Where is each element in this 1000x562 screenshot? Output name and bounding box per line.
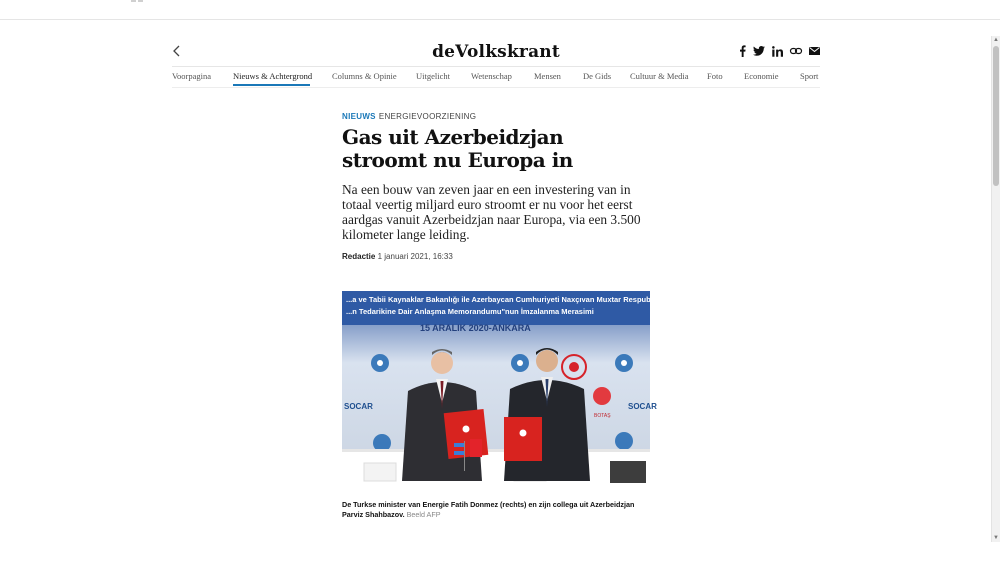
socar-logo-right: SOCAR [628, 402, 657, 411]
mail-icon[interactable] [809, 45, 820, 57]
section-label[interactable]: NIEUWS [342, 112, 376, 121]
article-header [342, 112, 652, 261]
nav-top-divider [172, 66, 820, 67]
site-header [172, 38, 820, 66]
nav-item-voorpagina[interactable]: Voorpagina [172, 71, 212, 81]
article-photo[interactable] [342, 291, 676, 496]
scroll-down-icon[interactable]: ▼ [993, 535, 999, 541]
nav-item-sport[interactable]: Sport [800, 71, 819, 81]
strip-mark [138, 0, 143, 2]
nav-item-uitgelicht[interactable]: Uitgelicht [416, 71, 450, 81]
banner-text-line1: ...a ve Tabii Kaynaklar Bakanlığı ile Azerbaycan Cumhuriyeti Naxçıvan Muxtar Respublikası... [346, 295, 676, 304]
scroll-up-icon[interactable]: ▲ [993, 37, 999, 43]
nav-item-mensen[interactable]: Mensen [534, 71, 561, 81]
photo-credit: Beeld AFP [406, 509, 441, 519]
botas-logo: BOTAŞ [594, 413, 611, 419]
nav-item-columns-opinie[interactable]: Columns & Opinie [332, 71, 397, 81]
caption-text: De Turkse minister van Energie Fatih Donmez (rechts) en zijn collega uit Azerbeidzjan Parviz Shahbazov. [342, 500, 635, 519]
article-headline: Gas uit Azerbeidzjan stroomt nu Europa in [342, 125, 573, 172]
active-tab-indicator [233, 84, 310, 86]
share-icons [739, 45, 820, 57]
banner-text-line2: ...n Tedarikine Dair Anlaşma Memorandumu"nun İmzalanma Merasimi [346, 307, 594, 316]
twitter-icon[interactable] [753, 45, 765, 57]
subsection-label[interactable]: ENERGIEVOORZIENING [378, 112, 477, 121]
browser-top-strip [0, 0, 1000, 20]
site-logo[interactable]: deVolkskrant [432, 42, 560, 62]
socar-logo-left: SOCAR [344, 402, 373, 411]
linkedin-icon[interactable] [772, 45, 783, 57]
scrollbar[interactable] [991, 36, 1000, 542]
author-name[interactable]: Redactie [342, 252, 376, 261]
nav-item-cultuur-media[interactable]: Cultuur & Media [630, 71, 689, 81]
nav-item-economie[interactable]: Economie [744, 71, 779, 81]
publish-date: 1 januari 2021, 16:33 [377, 252, 453, 261]
section-nav [172, 68, 820, 88]
article-lede: Na een bouw van zeven jaar en een investering van in totaal veertig miljard euro stroomt er nu voor het eerst aardgas vanuit Azerbeidzjan naar Europa, via een 3.500 kilometer lange leiding. [342, 182, 641, 242]
nav-item-de-gids[interactable]: De Gids [583, 71, 612, 81]
nav-item-foto[interactable]: Foto [707, 71, 723, 81]
facebook-icon[interactable] [739, 45, 746, 57]
article-kicker [342, 112, 652, 121]
nav-bottom-divider [172, 87, 820, 88]
byline [342, 252, 652, 261]
strip-mark [131, 0, 136, 2]
nav-item-nieuws-achtergrond[interactable]: Nieuws & Achtergrond [233, 71, 313, 81]
scrollbar-thumb[interactable] [993, 46, 999, 186]
link-icon[interactable] [790, 45, 802, 57]
banner-date: 15 ARALIK 2020-ANKARA [420, 323, 531, 333]
photo-caption [342, 500, 652, 519]
nav-item-wetenschap[interactable]: Wetenschap [471, 71, 512, 81]
